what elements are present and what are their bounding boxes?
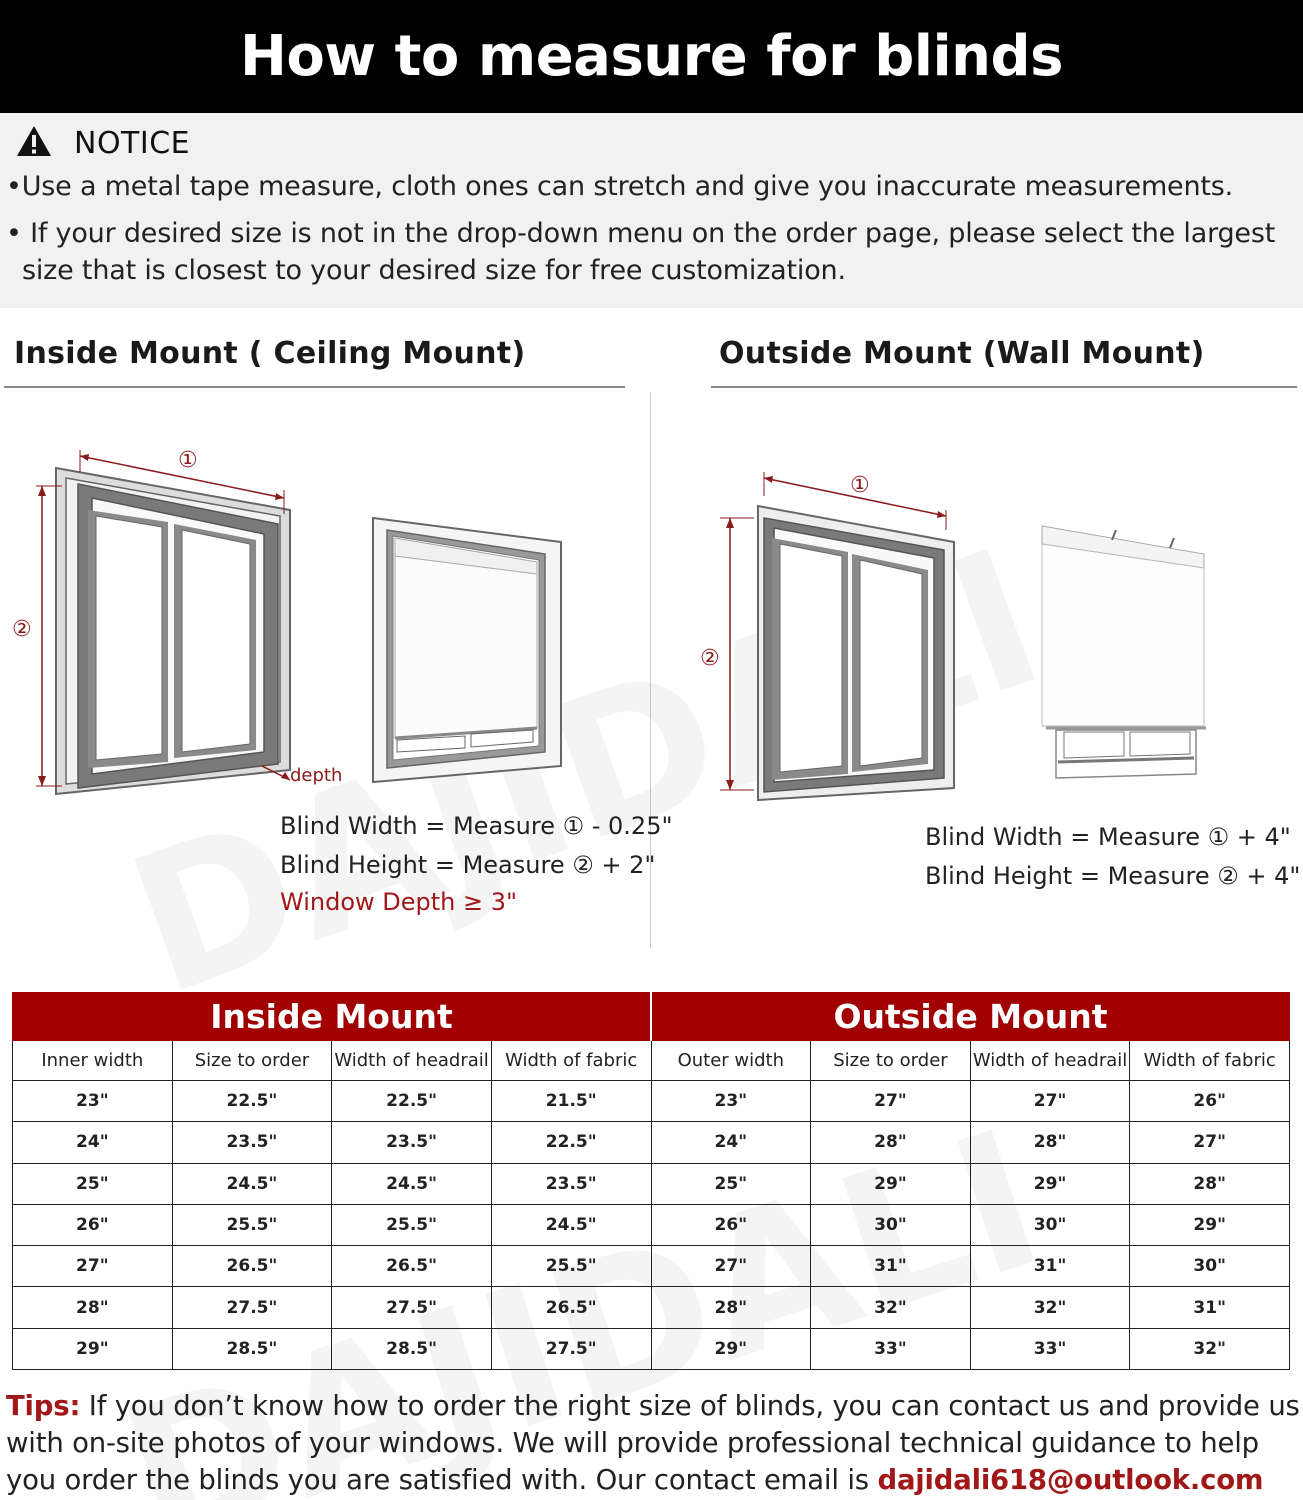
inside-title-rule	[4, 386, 625, 388]
table-row	[13, 1163, 1290, 1204]
table-cell: 26.5"	[172, 1246, 332, 1287]
tips-label: Tips:	[6, 1390, 81, 1422]
table-cell: 31"	[970, 1246, 1130, 1287]
table-cell: 22.5"	[491, 1122, 651, 1163]
warning-icon	[16, 125, 52, 161]
tips-text: If you don’t know how to order the right size of blinds, you can contact us and provide us with on-site photos of your windows. We will provide professional technical guidance to help you order the blinds you are satisfied with. Our contact email is	[6, 1390, 1300, 1496]
column-header: Size to order	[811, 1041, 971, 1081]
outside-formula-height: Blind Height = Measure ② + 4"	[925, 862, 1301, 890]
table-cell: 25.5"	[172, 1204, 332, 1245]
table-cell: 28"	[651, 1287, 811, 1328]
table-cell: 26"	[651, 1204, 811, 1245]
table-cell: 29"	[811, 1163, 971, 1204]
table-cell: 30"	[811, 1204, 971, 1245]
column-header: Size to order	[172, 1041, 332, 1081]
notice-line-2: • If your desired size is not in the drop-down menu on the order page, please select the largest	[6, 218, 1276, 249]
depth-label: depth	[290, 765, 343, 786]
table-row	[13, 1081, 1290, 1122]
table-cell: 29"	[13, 1328, 173, 1369]
table-cell: 28"	[1130, 1163, 1290, 1204]
table-cell: 27"	[13, 1246, 173, 1287]
outside-marker-height: ②	[700, 646, 720, 671]
inside-formula-depth: Window Depth ≥ 3"	[280, 888, 518, 916]
table-cell: 25"	[651, 1163, 811, 1204]
tips-paragraph	[6, 1388, 1301, 1499]
size-chart-table	[12, 992, 1290, 1370]
table-cell: 27.5"	[491, 1328, 651, 1369]
table-row	[13, 1287, 1290, 1328]
table-cell: 22.5"	[172, 1081, 332, 1122]
table-cell: 27"	[811, 1081, 971, 1122]
table-cell: 24.5"	[172, 1163, 332, 1204]
outside-blind-diagram	[1030, 520, 1220, 782]
table-cell: 24"	[651, 1122, 811, 1163]
notice-panel	[0, 113, 1303, 308]
page-banner	[0, 0, 1303, 113]
table-cell: 28"	[13, 1287, 173, 1328]
notice-line-1: •Use a metal tape measure, cloth ones can stretch and give you inaccurate measurements.	[6, 171, 1233, 202]
inside-formula-width: Blind Width = Measure ① - 0.25"	[280, 812, 673, 840]
table-cell: 27.5"	[172, 1287, 332, 1328]
table-cell: 32"	[970, 1287, 1130, 1328]
table-cell: 31"	[811, 1246, 971, 1287]
table-column-header	[13, 1041, 1290, 1081]
table-cell: 28"	[970, 1122, 1130, 1163]
table-cell: 26.5"	[491, 1287, 651, 1328]
column-header: Inner width	[13, 1041, 173, 1081]
table-cell: 28.5"	[172, 1328, 332, 1369]
table-cell: 24"	[13, 1122, 173, 1163]
inside-formula-height: Blind Height = Measure ② + 2"	[280, 851, 656, 879]
table-row	[13, 1246, 1290, 1287]
column-header: Width of headrail	[332, 1041, 492, 1081]
table-cell: 30"	[1130, 1246, 1290, 1287]
table-cell: 27"	[651, 1246, 811, 1287]
table-cell: 21.5"	[491, 1081, 651, 1122]
table-cell: 33"	[970, 1328, 1130, 1369]
inside-marker-width: ①	[178, 448, 198, 473]
table-cell: 25.5"	[491, 1246, 651, 1287]
table-cell: 30"	[970, 1204, 1130, 1245]
table-cell: 24.5"	[332, 1163, 492, 1204]
table-cell: 27"	[970, 1081, 1130, 1122]
table-cell: 25.5"	[332, 1204, 492, 1245]
table-cell: 32"	[811, 1287, 971, 1328]
outside-mount-group: Outside Mount	[651, 993, 1290, 1041]
column-header: Width of fabric	[1130, 1041, 1290, 1081]
table-cell: 23.5"	[172, 1122, 332, 1163]
column-header: Width of headrail	[970, 1041, 1130, 1081]
table-cell: 24.5"	[491, 1204, 651, 1245]
table-cell: 23"	[13, 1081, 173, 1122]
table-group-header	[13, 993, 1290, 1041]
table-cell: 26"	[1130, 1081, 1290, 1122]
table-cell: 29"	[651, 1328, 811, 1369]
table-row	[13, 1328, 1290, 1369]
column-header: Width of fabric	[491, 1041, 651, 1081]
inside-mount-title: Inside Mount ( Ceiling Mount)	[14, 336, 526, 371]
table-cell: 23.5"	[491, 1163, 651, 1204]
table-cell: 23.5"	[332, 1122, 492, 1163]
inside-window-diagram	[0, 440, 360, 810]
table-cell: 32"	[1130, 1328, 1290, 1369]
table-cell: 25"	[13, 1163, 173, 1204]
outside-marker-width: ①	[850, 473, 870, 498]
table-body	[13, 1081, 1290, 1370]
table-cell: 31"	[1130, 1287, 1290, 1328]
column-header: Outer width	[651, 1041, 811, 1081]
table-cell: 29"	[970, 1163, 1130, 1204]
table-row	[13, 1122, 1290, 1163]
table-cell: 26.5"	[332, 1246, 492, 1287]
table-cell: 27"	[1130, 1122, 1290, 1163]
table-cell: 29"	[1130, 1204, 1290, 1245]
table-cell: 22.5"	[332, 1081, 492, 1122]
notice-line-3: size that is closest to your desired size for free customization.	[22, 255, 846, 286]
page-title: How to measure for blinds	[240, 24, 1063, 89]
table-cell: 33"	[811, 1328, 971, 1369]
table-row	[13, 1204, 1290, 1245]
notice-header	[16, 125, 190, 161]
outside-mount-title: Outside Mount (Wall Mount)	[719, 336, 1205, 371]
table-cell: 28.5"	[332, 1328, 492, 1369]
notice-title: NOTICE	[74, 125, 191, 161]
table-cell: 27.5"	[332, 1287, 492, 1328]
outside-formula-width: Blind Width = Measure ① + 4"	[925, 823, 1291, 851]
inside-mount-group: Inside Mount	[13, 993, 652, 1041]
table-cell: 28"	[811, 1122, 971, 1163]
outside-title-rule	[711, 386, 1297, 388]
inside-blind-diagram	[365, 512, 565, 787]
table-cell: 26"	[13, 1204, 173, 1245]
outside-window-diagram	[690, 466, 970, 806]
inside-marker-height: ②	[12, 617, 32, 642]
table-cell: 23"	[651, 1081, 811, 1122]
contact-email-link[interactable]: dajidali618@outlook.com	[877, 1464, 1264, 1496]
